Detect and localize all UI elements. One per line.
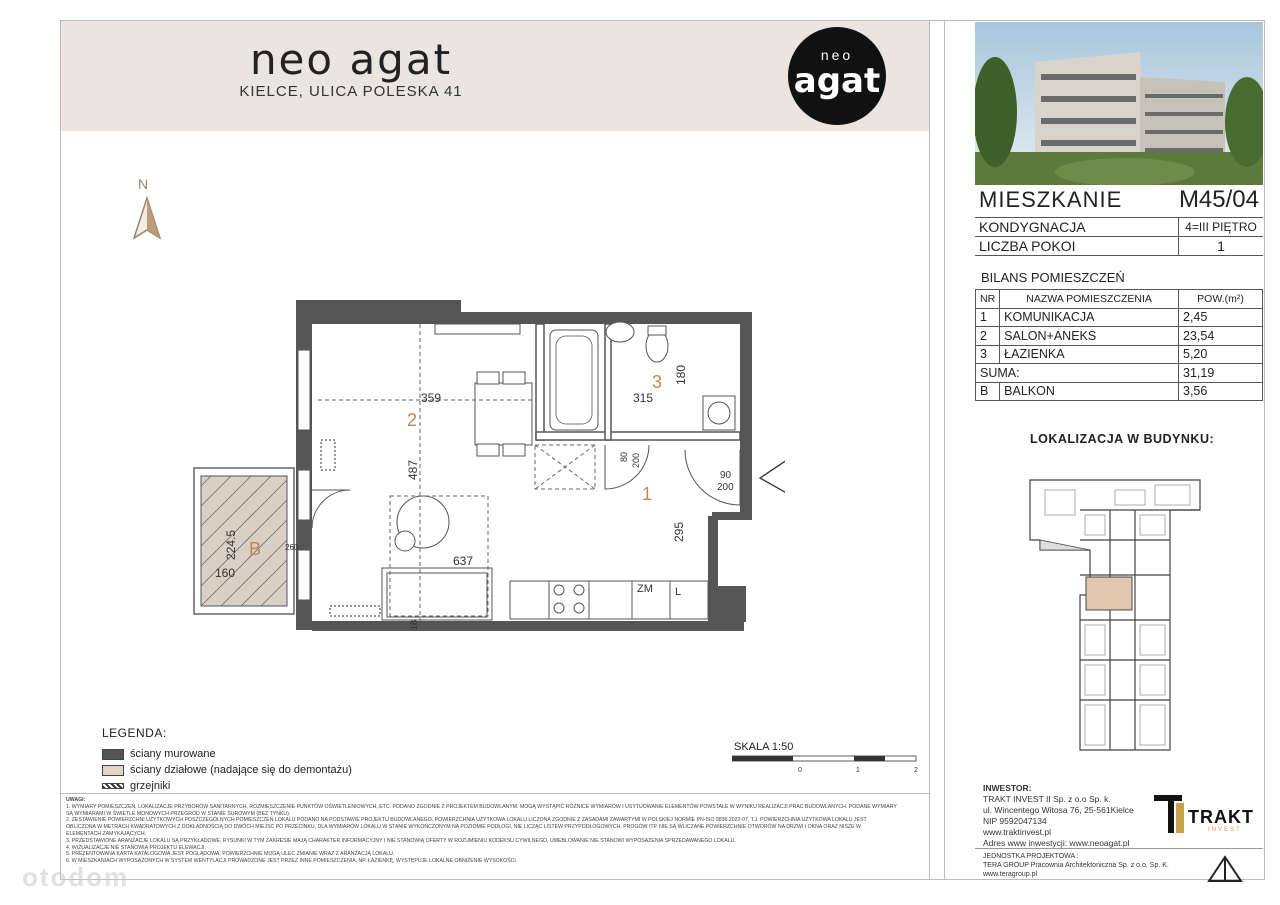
divider	[929, 20, 930, 880]
dim-label: 295	[672, 521, 686, 542]
note-line: 3. PRZEDSTAWIONE ARANŻACJE LOKALU SĄ PRZYKŁADOWE, RYSUNKI W TYM ZAKRESIE MAJĄ CHARAKTER INFORMACYJNY I NIE STANOWIĄ OFERTY W ROZUMIENIU KODEKSU CYWILNEGO, UMEBLOWANIE NIE STANOWI WYPOSAŻENIA SPRZEDAWANEGO LOKALU.	[66, 837, 736, 844]
scale-tick: 1	[856, 767, 860, 774]
trakt-logo-icon	[1152, 793, 1192, 835]
dim-label: 315	[633, 391, 654, 405]
trakt-logo-text: TRAKT	[1188, 807, 1254, 827]
apartment-info-panel	[975, 186, 1263, 401]
legend-swatch	[102, 783, 124, 789]
divider	[944, 20, 945, 880]
room-name: ŁAZIENKA	[1000, 345, 1179, 364]
floor-plan	[185, 290, 785, 640]
room-number: B	[249, 539, 262, 559]
legend-label: grzejniki	[130, 780, 171, 792]
table-header-row	[976, 290, 1263, 309]
room-nr: 1	[976, 308, 1000, 327]
location-title: LOKALIZACJA W BUDYNKU:	[1030, 432, 1215, 446]
room-area: 5,20	[1179, 345, 1263, 364]
room-nr: 3	[976, 345, 1000, 364]
dim-label: 487	[406, 459, 420, 480]
room-name: KOMUNIKACJA	[1000, 308, 1179, 327]
radiator	[330, 606, 380, 616]
room-number: 2	[407, 410, 418, 430]
room-nr: 2	[976, 327, 1000, 346]
sum-label: SUMA:	[976, 364, 1179, 383]
sink	[606, 322, 634, 342]
note-line: 2. ZESTAWIENIE POWIERZCHNI UŻYTKOWYCH POSZCZEGÓLNYCH POMIESZCZEŃ LOKALU PODANO NA PODSTAWIE PROJEKTU BUDOWLANEGO. POWIERZCHNIA UŻYTKOWA LOKALU LICZONA ZGODNIE Z ZASADAMI ZAWARTYMI W POLSKIEJ NORMIE PN-ISO 9836:2022-07, T.J. POWIERZCHNIA UŻYTKOWA LOKALU JEST	[66, 817, 867, 824]
designer-info	[983, 852, 1169, 879]
bilans-title: BILANS POMIESZCZEŃ	[981, 270, 1125, 285]
legend-item	[102, 748, 216, 760]
room-area: 23,54	[1179, 327, 1263, 346]
radiator	[321, 440, 335, 470]
compass-north-label: N	[138, 176, 149, 192]
logo-top-text: neo	[820, 47, 854, 63]
investor-line: ul. Wincentego Witosa 76, 25-561Kielce	[983, 805, 1134, 815]
investor-title: INWESTOR:	[983, 783, 1032, 793]
tera-group-logo-icon	[1205, 853, 1245, 883]
watermark: otodom	[22, 862, 130, 892]
room-area: 3,56	[1179, 382, 1263, 401]
doors	[312, 445, 740, 528]
legend-title: LEGENDA:	[102, 726, 167, 740]
note-line: 4. WIZUALIZACJE NIE STANOWIĄ PROJEKTU ELEWACJI.	[66, 844, 206, 851]
balcony	[194, 468, 294, 614]
dining-table	[475, 372, 532, 456]
dim-label: 224.5	[224, 529, 238, 560]
divider	[975, 848, 1263, 849]
floor-lamp	[395, 531, 415, 551]
divider	[60, 793, 930, 794]
door-dim: 200	[631, 452, 641, 468]
investor-line: Adres www inwestycji: www.neoagat.pl	[983, 838, 1130, 848]
dim-label: 359	[421, 391, 442, 405]
legend-item	[102, 764, 352, 776]
apartment-id: M45/04	[1178, 186, 1259, 213]
table-row	[976, 345, 1263, 364]
room-area: 2,45	[1179, 308, 1263, 327]
legend-swatch	[102, 749, 124, 760]
table-row	[976, 327, 1263, 346]
compass-icon	[125, 176, 169, 242]
sofa	[382, 568, 492, 620]
floor-label: KONDYGNACJA	[975, 218, 1179, 236]
table-row	[976, 308, 1263, 327]
investor-line: NIP 9592047134	[983, 816, 1047, 826]
legend-swatch	[102, 765, 124, 776]
col-nr: NR	[976, 290, 1000, 309]
rooms-count-row	[975, 237, 1263, 256]
note-line: 6. W MIESZKANIACH WYPOSAŻONYCH W SYSTEM WENTYLACJI PROWADZONE JEST PRZEZ INNE POMIESZCZENIA, NP. ŁAZIENKĘ, WYSTĘPUJE LOKALNE OBNIŻENIE WYSOKOŚCI.	[66, 858, 518, 865]
kitchen-label: ZM	[637, 583, 653, 595]
room-number: 3	[652, 372, 663, 392]
investor-line: TRAKT INVEST II Sp. z o.o Sp. k.	[983, 794, 1111, 804]
room-number: 1	[642, 484, 653, 504]
scale-bar	[732, 754, 927, 776]
logo-main-text: agat	[793, 61, 881, 101]
sum-row	[976, 364, 1263, 383]
dim-label: 18	[409, 619, 419, 630]
room-nr: B	[976, 382, 1000, 401]
designer-title: JEDNOSTKA PROJEKTOWA :	[983, 853, 1079, 860]
dim-label: 180	[674, 364, 688, 385]
floor-value: 4=III PIĘTRO	[1185, 220, 1257, 234]
dim-label: 637	[453, 554, 474, 568]
note-line: 5. PREZENTOWANA KARTA KATALOGOWA JEST POGLĄDOWA, POWIERZCHNIE MOGĄ ULEC ZMIANIE WRAZ Z ARANŻACJĄ LOKALU.	[66, 851, 395, 858]
apartment-title-row	[975, 186, 1263, 218]
designer-line: TERA GROUP Pracownia Architektoniczna Sp. z o.o. Sp. K.	[983, 862, 1169, 869]
rooms-count-label: LICZBA POKOI	[975, 237, 1179, 255]
kitchen-label: L	[675, 586, 682, 598]
scale-tick: 0	[798, 767, 802, 774]
scale-tick: 2	[914, 767, 918, 774]
notes-title: UWAGI:	[66, 797, 86, 803]
note-line: OBLICZONA W METRACH KWADRATOWYCH Z DOKŁADNOŚCIĄ DO DWÓCH MIEJSC PO PRZECINKU, DLA WYMIARÓW LOKALU W STANIE WYKOŃCZONYM NA POZIOMIE PODŁOGI, NIE LICZĄC LISTEW PRZYPODŁOGOWYCH, PROGÓW ITP. NIE SĄ WLICZANE POWIERZCHNIE OTWORÓW NA DRZWI I OKNA ORAZ NISZE W	[66, 824, 861, 831]
room-name: SALON+ANEKS	[1000, 327, 1179, 346]
rooms-count-value: 1	[1217, 238, 1225, 254]
legend-label: ściany murowane	[130, 748, 216, 760]
trakt-logo-subtext: INVEST	[1208, 827, 1242, 833]
investor-line: www.traktinvest.pl	[983, 827, 1052, 837]
rooms-table	[975, 289, 1263, 401]
room-name: BALKON	[1000, 382, 1179, 401]
building-render-image	[975, 22, 1263, 185]
address: KIELCE, ULICA POLESKA 41	[239, 83, 463, 100]
note-line: ELEMENTACH ZAMYKAJĄCYCH.	[66, 830, 147, 837]
door-dim: 90	[720, 470, 732, 481]
door-dim: 200	[717, 482, 734, 493]
notes	[66, 797, 916, 865]
highlighted-apartment	[1086, 577, 1132, 610]
investor-info	[983, 783, 1134, 849]
col-name: NAZWA POMIESZCZENIA	[1000, 290, 1179, 309]
legend-label: ściany działowe (nadające się do demontażu)	[130, 764, 352, 776]
sum-value: 31,19	[1179, 364, 1263, 383]
brand-title: neo agat	[249, 35, 453, 84]
door-dim: 80	[619, 451, 629, 462]
floor-row	[975, 218, 1263, 237]
balcony-row	[976, 382, 1263, 401]
note-line: SĄ WYMIARAMI W ŚWIETLE MONOWYCH PRZEGRÓD W STANIE SUROWYM (BEZ TYNKU).	[66, 810, 291, 817]
legend-item	[102, 780, 170, 792]
entrance-marker-icon	[760, 458, 785, 495]
scale-label: SKALA 1:50	[734, 741, 794, 753]
header-band	[61, 21, 929, 131]
building-key-plan	[1020, 470, 1210, 760]
note-line: 1. WYMIARY POMIESZCZEŃ, LOKALIZACJE PRZYBORÓW SANITARNYCH, ROZMIESZCZENIE PUNKTÓW OŚWIETLENIOWYCH, ETC. PODANO ZGODNIE Z PROJEKTEM BUDOWLANYM. MOGĄ WYSTĄPIĆ RÓŻNICE WYMIARÓW I USYTUOWANIE ELEMENTÓW POWSTAŁE W WYNIKU REALIZACJI PRAC BUDOWLANYCH. PODANE WYMIARY	[66, 803, 897, 810]
door-dim: 260	[285, 543, 299, 552]
dim-label: 160	[215, 566, 236, 580]
trakt-logo	[1152, 793, 1254, 840]
designer-line: www.teragroup.pl	[983, 871, 1038, 878]
neo-agat-logo	[788, 27, 886, 125]
apartment-title: MIESZKANIE	[979, 187, 1123, 212]
col-area: POW.(m²)	[1179, 290, 1263, 309]
